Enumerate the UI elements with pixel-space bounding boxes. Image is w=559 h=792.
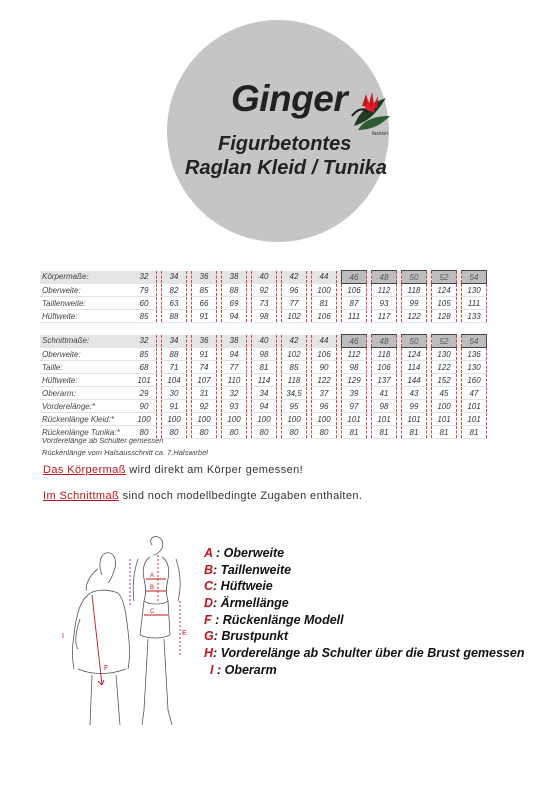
size-header-cell: 38 [222,335,247,348]
table-cell: 73 [252,297,277,310]
body-measurements-table [40,270,487,323]
row-label: Oberweite: [40,348,132,361]
size-header-cell: 32 [132,335,157,348]
table-cell: 80 [132,426,157,439]
row-label: Taillenweite: [40,297,132,310]
table-cell: 110 [222,374,247,387]
size-header-cell: 36 [192,271,217,284]
sketch-label-a: A [150,573,155,579]
row-label: Rückenlänge Tunika:* [40,426,132,439]
table-cell: 102 [282,310,307,323]
table-cell: 66 [192,297,217,310]
table-cell: 136 [462,348,487,361]
table-cell: 98 [252,348,277,361]
table-cell: 47 [462,387,487,400]
legend-item-h: H: Vorderelänge ab Schulter über die Brust gemessen [204,646,525,661]
table-cell: 101 [132,374,157,387]
table-cell: 34,5 [282,387,307,400]
sketch-label-f: F [104,665,109,672]
table-cell: 91 [192,348,217,361]
table-cell: 80 [252,426,277,439]
table-row [40,413,487,426]
row-label: Hüftweite: [40,310,132,323]
table-cell: 100 [222,413,247,426]
table-cell: 152 [432,374,457,387]
footnote-front-length: Vorderelänge ab Schulter gemessen [42,436,164,445]
size-header-cell: 32 [132,271,157,284]
table-cell: 118 [282,374,307,387]
size-header-cell: 46 [342,335,367,348]
table-cell: 88 [162,348,187,361]
table-cell: 92 [252,284,277,297]
table-cell: 122 [402,310,427,323]
row-label: Oberweite: [40,284,132,297]
sketch-label-c: C [150,609,155,615]
table-cell: 90 [132,400,157,413]
row-label: Rückenlänge Kleid:* [40,413,132,426]
table-cell: 124 [432,284,457,297]
table-cell: 124 [402,348,427,361]
table-cell: 94 [222,310,247,323]
size-header-cell: 54 [462,271,487,284]
size-header-cell: 40 [252,271,277,284]
size-header-cell: 34 [162,335,187,348]
table-cell: 63 [162,297,187,310]
table-cell: 100 [312,413,337,426]
size-header-cell: 50 [402,271,427,284]
table-cell: 99 [402,297,427,310]
size-header-cell: 44 [312,335,337,348]
table-cell: 100 [162,413,187,426]
size-header-cell: 50 [402,335,427,348]
table-cell: 160 [462,374,487,387]
table-header-label: Schnittmaße: [40,335,132,348]
table-cell: 106 [372,361,397,374]
footnote-back-length: Rückenlänge vom Halsausschnitt ca. 7.Halswirbel [42,448,208,457]
table-cell: 81 [402,426,427,439]
figure-sketch-illustration [58,535,198,725]
note-body-measure [43,464,303,476]
table-cell: 98 [372,400,397,413]
table-cell: 130 [432,348,457,361]
table-row [40,284,487,297]
table-cell: 88 [162,310,187,323]
table-cell: 69 [222,297,247,310]
table-cell: 34 [252,387,277,400]
table-cell: 85 [282,361,307,374]
row-label: Oberarm: [40,387,132,400]
table-cell: 104 [162,374,187,387]
title-line-1: Figurbetontes [218,133,352,155]
brand-small-text: fashion [372,131,389,137]
table-cell: 137 [372,374,397,387]
table-cell: 101 [462,413,487,426]
table-cell: 118 [402,284,427,297]
table-cell: 77 [222,361,247,374]
table-cell: 114 [402,361,427,374]
row-label: Taille: [40,361,132,374]
table-cell: 133 [462,310,487,323]
table-cell: 68 [132,361,157,374]
table-cell: 82 [162,284,187,297]
sketch-label-e: E [182,630,187,637]
size-header-cell: 34 [162,271,187,284]
legend-item-a: A : Oberweite [204,546,285,560]
table-row [40,374,487,387]
table-cell: 144 [402,374,427,387]
table-cell: 112 [342,348,367,361]
table-cell: 100 [432,400,457,413]
table-cell: 118 [372,348,397,361]
table-cell: 80 [222,426,247,439]
note-pattern-measure-highlight: Im Schnittmaß [43,490,120,502]
table-cell: 97 [342,400,367,413]
table-cell: 71 [162,361,187,374]
table-cell: 98 [342,361,367,374]
table-cell: 106 [312,348,337,361]
table-cell: 91 [162,400,187,413]
table-cell: 117 [372,310,397,323]
table-cell: 128 [432,310,457,323]
table-cell: 96 [282,284,307,297]
table-cell: 81 [372,426,397,439]
table-cell: 94 [222,348,247,361]
size-header-cell: 38 [222,271,247,284]
size-header-cell: 46 [342,271,367,284]
table-cell: 74 [192,361,217,374]
table-cell: 41 [372,387,397,400]
table-cell: 100 [282,413,307,426]
table-cell: 90 [312,361,337,374]
table-row [40,348,487,361]
table-cell: 100 [312,284,337,297]
table-cell: 85 [192,284,217,297]
legend-item-d: D: Ärmellänge [204,596,289,611]
table-cell: 130 [462,361,487,374]
table-cell: 100 [192,413,217,426]
table-cell: 93 [222,400,247,413]
table-cell: 80 [192,426,217,439]
table-cell: 81 [432,426,457,439]
table-cell: 112 [372,284,397,297]
size-header-cell: 52 [432,335,457,348]
legend-item-f: F : Rückenlänge Modell [204,612,344,627]
table-cell: 105 [432,297,457,310]
row-label: Hüftweite: [40,374,132,387]
table-cell: 88 [222,284,247,297]
table-row [40,297,487,310]
size-header-cell: 36 [192,335,217,348]
table-cell: 101 [432,413,457,426]
table-cell: 87 [342,297,367,310]
table-cell: 81 [312,297,337,310]
table-cell: 101 [462,400,487,413]
table-row [40,310,487,323]
table-cell: 122 [432,361,457,374]
size-header-cell: 40 [252,335,277,348]
table-header-row [40,335,487,348]
table-cell: 96 [312,400,337,413]
table-cell: 111 [462,297,487,310]
table-header-row [40,271,487,284]
table-cell: 80 [282,426,307,439]
table-cell: 45 [432,387,457,400]
table-cell: 43 [402,387,427,400]
note-body-measure-text: wird direkt am Körper gemessen! [125,464,304,476]
table-cell: 98 [252,310,277,323]
legend-item-g: G: Brustpunkt [204,629,289,644]
table-cell: 30 [162,387,187,400]
table-cell: 39 [342,387,367,400]
table-cell: 79 [132,284,157,297]
table-cell: 101 [372,413,397,426]
table-cell: 122 [312,374,337,387]
table-cell: 91 [192,310,217,323]
legend-item-b: B: Taillenweite [204,562,292,577]
table-cell: 93 [372,297,397,310]
sketch-label-i: I [62,633,64,640]
table-row [40,387,487,400]
table-cell: 114 [252,374,277,387]
size-header-cell: 48 [372,271,397,284]
size-header-cell: 44 [312,271,337,284]
table-cell: 85 [132,348,157,361]
sketch-label-b: B [150,585,155,591]
table-cell: 94 [252,400,277,413]
row-label: Vorderelänge:* [40,400,132,413]
table-cell: 106 [342,284,367,297]
ginger-flower-icon [350,86,392,134]
table-cell: 32 [222,387,247,400]
note-pattern-measure [43,490,362,502]
table-cell: 130 [462,284,487,297]
table-cell: 60 [132,297,157,310]
table-cell: 80 [312,426,337,439]
table-cell: 77 [282,297,307,310]
table-cell: 80 [162,426,187,439]
table-cell: 81 [252,361,277,374]
table-cell: 29 [132,387,157,400]
table-cell: 81 [342,426,367,439]
table-cell: 101 [402,413,427,426]
table-cell: 100 [252,413,277,426]
table-cell: 129 [342,374,367,387]
title-line-2: Raglan Kleid / Tunika [185,157,387,179]
table-cell: 95 [282,400,307,413]
table-cell: 100 [132,413,157,426]
table-cell: 92 [192,400,217,413]
legend-item-i: I : Oberarm [210,662,277,677]
size-header-cell: 54 [462,335,487,348]
size-header-cell: 52 [432,271,457,284]
table-cell: 81 [462,426,487,439]
table-cell: 101 [342,413,367,426]
table-cell: 102 [282,348,307,361]
size-header-cell: 48 [372,335,397,348]
table-cell: 85 [132,310,157,323]
note-body-measure-highlight: Das Körpermaß [43,464,126,476]
measurement-legend [204,546,524,680]
table-cell: 107 [192,374,217,387]
size-header-cell: 42 [282,335,307,348]
pattern-measurements-table [40,334,487,439]
note-pattern-measure-text: sind noch modellbedingte Zugaben enthalten. [119,490,363,502]
table-row [40,361,487,374]
table-cell: 37 [312,387,337,400]
size-header-cell: 42 [282,271,307,284]
table-cell: 31 [192,387,217,400]
table-header-label: Körpermaße: [40,271,132,284]
table-cell: 106 [312,310,337,323]
table-cell: 111 [342,310,367,323]
legend-item-c: C: Hüftweie [204,579,273,594]
table-cell: 99 [402,400,427,413]
brand-name: Ginger [231,78,348,119]
table-row [40,400,487,413]
